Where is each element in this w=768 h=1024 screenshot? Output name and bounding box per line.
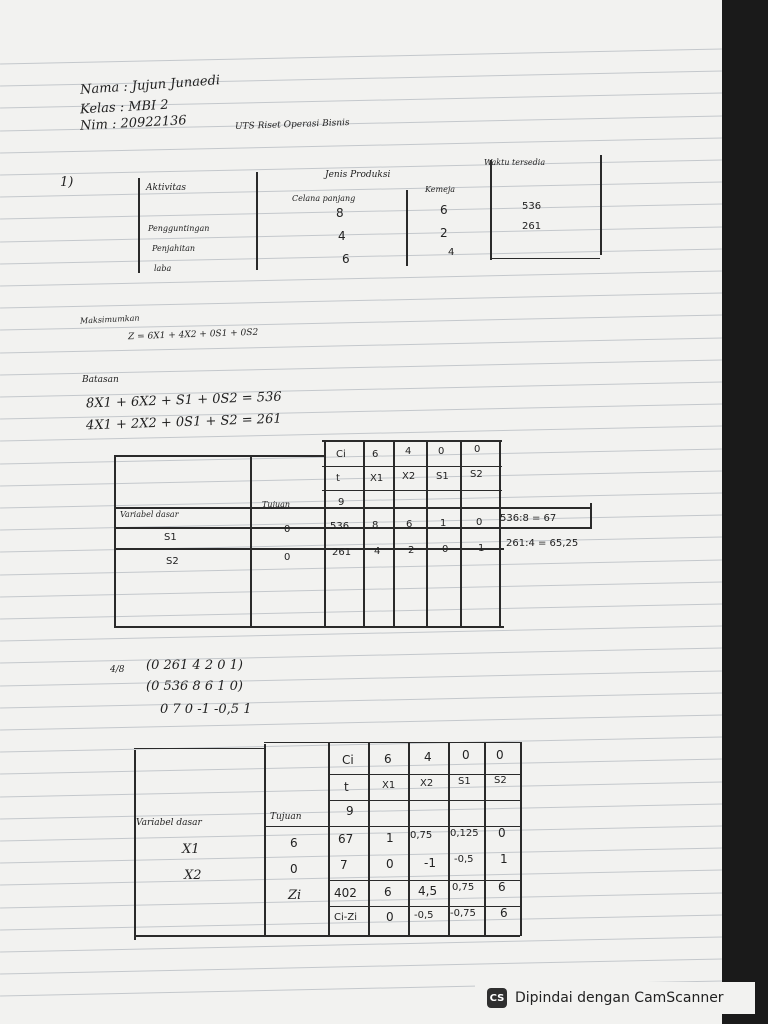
row-cell: -0,5 bbox=[414, 910, 434, 921]
tableau2-line bbox=[520, 742, 522, 936]
nim-line: Nim : 20922136 bbox=[79, 113, 188, 134]
rule-line bbox=[0, 603, 722, 619]
ci-value: 0 bbox=[496, 748, 504, 762]
row-cell: 6 bbox=[384, 885, 392, 899]
ratio: 261:4 = 65,25 bbox=[506, 538, 579, 549]
rule-line bbox=[0, 692, 722, 708]
basic-var-header: Variabel dasar bbox=[136, 818, 202, 828]
rule-line bbox=[0, 181, 722, 197]
ci-label: Ci bbox=[336, 449, 346, 460]
tableau1-line bbox=[114, 527, 592, 529]
rule-line bbox=[0, 226, 722, 242]
tableau2-line bbox=[484, 742, 486, 936]
rule-line bbox=[0, 248, 722, 264]
row-cell: 0,125 bbox=[450, 828, 479, 839]
row-q: Ci-Zi bbox=[334, 912, 357, 923]
tableau1-line bbox=[250, 455, 252, 627]
var-header: S2 bbox=[470, 469, 483, 480]
row-q: 261 bbox=[332, 547, 352, 558]
camscanner-caption: Dipindai dengan CamScanner bbox=[515, 990, 724, 1006]
rule-line bbox=[0, 803, 722, 819]
ci-value: 4 bbox=[424, 750, 432, 764]
ci-value: 0 bbox=[438, 446, 445, 457]
row-cell: 0,75 bbox=[452, 882, 475, 893]
ci-value: 0 bbox=[474, 444, 481, 455]
tableau1-line bbox=[322, 440, 502, 442]
rule-line bbox=[0, 137, 722, 153]
ci-label: Ci bbox=[342, 753, 354, 767]
tableau2-line bbox=[328, 742, 330, 936]
row-label: laba bbox=[154, 264, 172, 273]
row-name: X2 bbox=[184, 868, 202, 883]
row-label: Pengguntingan bbox=[148, 224, 210, 233]
row-op-line-2: (0 536 8 6 1 0) bbox=[146, 679, 243, 694]
table1-line bbox=[490, 258, 600, 259]
rule-line bbox=[0, 847, 722, 863]
rule-line bbox=[0, 869, 722, 885]
tableau1-line bbox=[114, 455, 116, 627]
row-9: 9 bbox=[346, 804, 354, 818]
rule-line bbox=[0, 736, 722, 752]
rule-line bbox=[0, 536, 722, 552]
tableau1-line bbox=[322, 466, 502, 467]
tableau2-line bbox=[330, 800, 520, 801]
cell: 4 bbox=[448, 247, 455, 258]
tableau2-line bbox=[134, 748, 264, 749]
row-cell: 2 bbox=[408, 545, 415, 556]
t-label: t bbox=[344, 780, 349, 794]
rule-line bbox=[0, 670, 722, 686]
row-cell: 0 bbox=[386, 910, 394, 924]
t-label: t bbox=[336, 473, 340, 484]
ci-value: 6 bbox=[372, 449, 379, 460]
table1-line bbox=[256, 172, 258, 270]
rule-line bbox=[0, 825, 722, 841]
rule-line bbox=[0, 48, 722, 64]
var-header: X1 bbox=[382, 780, 396, 791]
rule-line bbox=[0, 448, 722, 464]
tableau2-line bbox=[264, 742, 520, 743]
row-q: 7 bbox=[340, 858, 348, 872]
tableau1-line bbox=[114, 626, 504, 628]
var-header: S2 bbox=[494, 775, 507, 786]
cell: 2 bbox=[440, 226, 448, 240]
tableau2-line bbox=[264, 744, 266, 936]
tujuan-header: Tujuan bbox=[270, 812, 302, 822]
tableau2-line bbox=[448, 742, 450, 936]
row-name: S2 bbox=[166, 556, 179, 567]
row-cell: 6 bbox=[406, 519, 413, 530]
ci-value: 0 bbox=[462, 748, 470, 762]
row-cell: 1 bbox=[478, 543, 485, 554]
row-name: S1 bbox=[164, 532, 177, 543]
var-header: S1 bbox=[436, 471, 449, 482]
rule-line bbox=[0, 936, 722, 952]
cell: 536 bbox=[522, 201, 542, 212]
tableau1-line bbox=[426, 440, 428, 627]
row-q: 536 bbox=[330, 521, 350, 532]
row-cell: 1 bbox=[386, 831, 394, 845]
rule-line bbox=[0, 359, 722, 375]
class-line: Kelas : MBI 2 bbox=[79, 97, 170, 118]
row-op-line-1: (0 261 4 2 0 1) bbox=[146, 658, 243, 673]
row-label: Penjahitan bbox=[152, 244, 196, 253]
product-type-header: Jenis Produksi bbox=[325, 170, 391, 180]
rule-line bbox=[0, 647, 722, 663]
camscanner-footer bbox=[475, 982, 755, 1014]
tableau1-line bbox=[322, 490, 502, 491]
cell: 8 bbox=[336, 206, 344, 220]
objective-function: Z = 6X1 + 4X2 + 0S1 + 0S2 bbox=[127, 327, 259, 343]
row-cell: 4,5 bbox=[418, 884, 438, 898]
row-tujuan: 0 bbox=[290, 862, 298, 876]
ci-value: 4 bbox=[405, 446, 412, 457]
row-cell: 6 bbox=[498, 880, 506, 894]
subheader-pants: Celana panjang bbox=[292, 194, 356, 203]
row-tujuan: Zi bbox=[288, 888, 302, 903]
ratio: 536:8 = 67 bbox=[500, 513, 557, 524]
rule-line bbox=[0, 958, 722, 974]
exam-title: UTS Riset Operasi Bisnis bbox=[234, 118, 350, 132]
table1-line bbox=[600, 155, 602, 255]
row-tujuan: 0 bbox=[284, 552, 291, 563]
row-cell: -0,5 bbox=[454, 854, 474, 865]
row-cell: 8 bbox=[372, 520, 379, 531]
row-cell: 0 bbox=[386, 857, 394, 871]
table1-line bbox=[490, 160, 492, 260]
tableau1-line bbox=[499, 440, 501, 627]
row-cell: 4 bbox=[374, 546, 381, 557]
row-q: 67 bbox=[338, 832, 354, 846]
tableau1-line bbox=[114, 507, 592, 509]
row-q: 402 bbox=[334, 886, 357, 900]
tableau1-line bbox=[460, 440, 462, 627]
cell: 6 bbox=[342, 252, 350, 266]
tableau2-line bbox=[330, 880, 520, 881]
row-cell: 0 bbox=[498, 826, 506, 840]
tableau2-line bbox=[368, 742, 370, 936]
activity-header: Aktivitas bbox=[146, 183, 187, 193]
cell: 261 bbox=[522, 221, 542, 232]
tableau2-line bbox=[330, 774, 520, 775]
question-number: 1) bbox=[60, 175, 74, 190]
tableau2-line bbox=[330, 906, 520, 907]
row-cell: 1 bbox=[500, 852, 508, 866]
row-name: X1 bbox=[182, 842, 200, 857]
var-header: X1 bbox=[370, 473, 384, 484]
row-cell: 0 bbox=[476, 517, 483, 528]
rule-line bbox=[0, 292, 722, 308]
name-line: Nama : Jujun Junaedi bbox=[79, 73, 221, 98]
row-tujuan: 6 bbox=[290, 836, 298, 850]
tableau1-line bbox=[590, 503, 592, 529]
row-cell: 6 bbox=[500, 906, 508, 920]
tableau1-line bbox=[393, 440, 395, 627]
constraint-2: 4X1 + 2X2 + 0S1 + S2 = 261 bbox=[85, 411, 282, 434]
row-op-line-3: 0 7 0 -1 -0,5 1 bbox=[160, 702, 252, 717]
tableau2-line bbox=[134, 935, 520, 937]
row-cell: 0,75 bbox=[410, 830, 433, 841]
row-op-factor: 4/8 bbox=[110, 665, 125, 675]
ci-value: 6 bbox=[384, 752, 392, 766]
constraint-1: 8X1 + 6X2 + S1 + 0S2 = 536 bbox=[85, 389, 282, 412]
rule-line bbox=[0, 914, 722, 930]
rule-line bbox=[0, 559, 722, 575]
rule-line bbox=[0, 203, 722, 219]
row-cell: -0,75 bbox=[450, 908, 476, 919]
subheader-shirt: Kemeja bbox=[425, 185, 456, 194]
rule-line bbox=[0, 714, 722, 730]
basic-var-header: Variabel dasar bbox=[120, 510, 179, 519]
rule-line bbox=[0, 581, 722, 597]
rule-line bbox=[0, 758, 722, 774]
cell: 6 bbox=[440, 203, 448, 217]
maximize-label: Maksimumkan bbox=[79, 313, 140, 326]
var-header: X2 bbox=[402, 471, 416, 482]
var-header: S1 bbox=[458, 776, 471, 787]
tableau1-line bbox=[363, 440, 365, 627]
row-cell: -1 bbox=[424, 856, 436, 870]
table1-line bbox=[138, 178, 140, 273]
camscanner-logo-icon: CS bbox=[487, 988, 507, 1008]
table1-line bbox=[406, 190, 408, 266]
constraints-label: Batasan bbox=[82, 375, 119, 385]
tableau1-line bbox=[114, 455, 324, 457]
tujuan-header: Tujuan bbox=[262, 500, 291, 509]
rule-line bbox=[0, 781, 722, 797]
row-cell: 1 bbox=[440, 518, 447, 529]
tableau2-line bbox=[134, 750, 136, 940]
rule-line bbox=[0, 337, 722, 353]
row-tujuan: 0 bbox=[284, 524, 291, 535]
time-available-header: Waktu tersedia bbox=[484, 158, 546, 167]
var-header: X2 bbox=[420, 778, 434, 789]
row-cell: 0 bbox=[442, 544, 449, 555]
rule-line bbox=[0, 270, 722, 286]
cell: 4 bbox=[338, 229, 346, 243]
row-9: 9 bbox=[338, 497, 345, 508]
tableau2-line bbox=[264, 826, 520, 827]
rule-line bbox=[0, 470, 722, 486]
tableau1-line bbox=[324, 440, 326, 627]
